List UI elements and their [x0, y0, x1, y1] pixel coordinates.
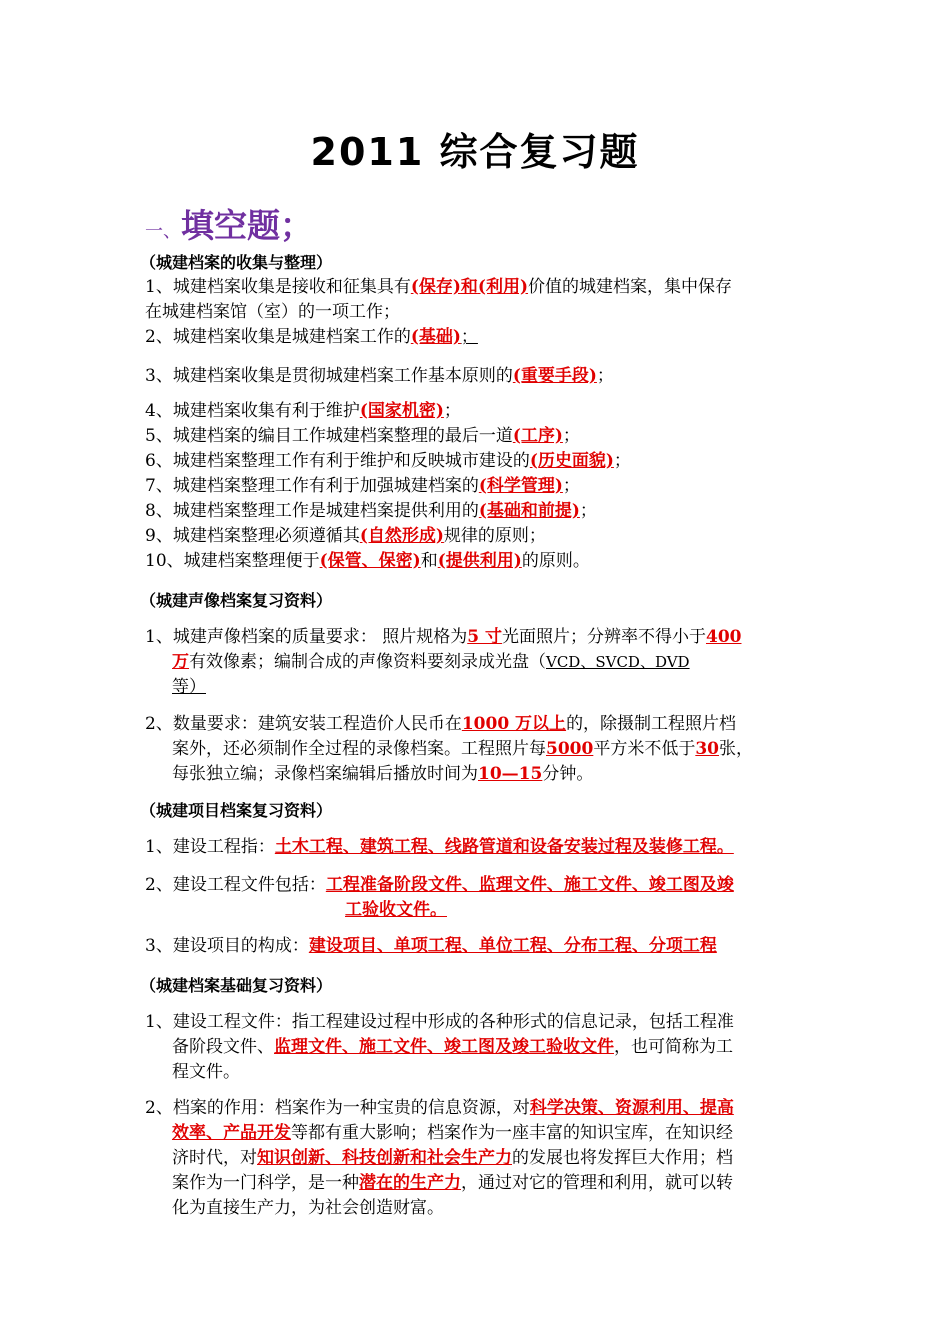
- answer: (基础): [410, 327, 461, 347]
- text-span: 光面照片；分辨率不得小于: [501, 627, 706, 647]
- list-item: [145, 934, 717, 959]
- text-span: ；: [443, 401, 461, 421]
- list-item-continued: [172, 1171, 733, 1196]
- answer: 5 寸: [467, 627, 502, 647]
- text-span: ，通过对它的管理和利用，就可以转: [461, 1173, 733, 1193]
- answer: 5000: [546, 739, 594, 759]
- list-item: [145, 1096, 734, 1121]
- answer: (基础和前提): [478, 501, 580, 521]
- text-span: 等都有重大影响；档案作为一座丰富的知识宝库，在知识经: [291, 1123, 733, 1143]
- answer: (保管、保密): [319, 551, 421, 571]
- group-heading: （城建声像档案复习资料）: [140, 591, 333, 610]
- list-item: 1、建设工程文件：指工程建设过程中形成的各种形式的信息记录，包括工程准: [145, 1012, 734, 1032]
- answer: (保存): [410, 277, 461, 297]
- answer: 知识创新、科技创新和社会生产力: [257, 1148, 512, 1168]
- text-span: 10、城建档案整理便于: [145, 551, 320, 571]
- list-item-continued: [172, 737, 753, 762]
- answer: 土木工程、建筑工程、线路管道和设备安装过程及装修工程。: [274, 837, 734, 857]
- answer: 10—15: [478, 764, 543, 784]
- section-number: 一、: [145, 221, 181, 242]
- section-title: 填空题；: [181, 206, 313, 245]
- text-span: 备阶段文件、: [172, 1037, 274, 1057]
- text-span: 规律的原则；: [443, 526, 546, 546]
- list-item: [145, 625, 741, 650]
- list-item-continued: [345, 898, 447, 923]
- text-span: 张，: [719, 739, 753, 759]
- text-span: 和: [420, 551, 438, 571]
- list-item: [145, 835, 734, 860]
- text-span: 案外，还必须制作全过程的录像档案。工程照片每: [172, 739, 546, 759]
- answer: 科学决策、资源利用、提高: [529, 1098, 734, 1118]
- answer: (国家机密): [359, 401, 444, 421]
- answer: (历史面貌): [529, 451, 614, 471]
- text-span: 的，除摄制工程照片档: [566, 714, 737, 734]
- list-item: [145, 549, 590, 574]
- text-span: 的发展也将发挥巨大作用；档: [512, 1148, 733, 1168]
- text-span: ；: [460, 327, 478, 347]
- list-item-continued: [172, 1035, 733, 1060]
- text-span: 1、城建档案收集是接收和征集具有: [145, 277, 411, 297]
- answer: (自然形成): [359, 526, 444, 546]
- text-span: 2、档案的作用：档案作为一种宝贵的信息资源，对: [145, 1098, 530, 1118]
- text-span: 2、数量要求：建筑安装工程造价人民币在: [145, 714, 462, 734]
- text-span: ；: [579, 501, 597, 521]
- answer: 30: [695, 739, 719, 759]
- answer: 400: [705, 627, 742, 647]
- text-span: 2、建设工程文件包括：: [145, 875, 326, 895]
- list-item: [145, 364, 614, 389]
- text-span: 1、城建声像档案的质量要求： 照片规格为: [145, 627, 468, 647]
- section-heading: [145, 204, 313, 254]
- text-span: 6、城建档案整理工作有利于维护和反映城市建设的: [145, 451, 530, 471]
- text-span: 8、城建档案整理工作是城建档案提供利用的: [145, 501, 479, 521]
- text-span: 2、城建档案收集是城建档案工作的: [145, 327, 411, 347]
- text-span: 3、建设项目的构成：: [145, 936, 309, 956]
- answer: 工程准备阶段文件、监理文件、施工文件、竣工图及竣: [325, 875, 734, 895]
- text-span: ；: [596, 366, 614, 386]
- text-span: ；: [562, 476, 580, 496]
- list-item-continued: 化为直接生产力，为社会创造财富。: [172, 1198, 444, 1218]
- answer: (重要手段): [512, 366, 597, 386]
- list-item: [145, 325, 478, 350]
- text-span: 济时代，对: [172, 1148, 257, 1168]
- answer: 效率、产品开发: [172, 1123, 291, 1143]
- text-span: ，也可简称为工: [614, 1037, 733, 1057]
- list-item: [145, 873, 734, 898]
- group-heading: （城建项目档案复习资料）: [140, 801, 333, 820]
- text-span: 1、建设工程指：: [145, 837, 275, 857]
- text-span: 案作为一门科学，是一种: [172, 1173, 359, 1193]
- group-heading: （城建档案的收集与整理）: [140, 253, 333, 272]
- list-item: [145, 424, 580, 449]
- list-item-continued: 在城建档案馆（室）的一项工作；: [145, 302, 400, 322]
- list-item: [145, 275, 732, 300]
- group-heading: （城建档案基础复习资料）: [140, 976, 333, 995]
- text-span: 7、城建档案整理工作有利于加强城建档案的: [145, 476, 479, 496]
- answer: 万: [172, 652, 189, 672]
- answer: (工序): [512, 426, 563, 446]
- text-span: 的原则。: [521, 551, 590, 571]
- answer: 工验收文件。: [345, 900, 447, 920]
- answer: 监理文件、施工文件、竣工图及竣工验收文件: [274, 1037, 614, 1057]
- text-span: 9、城建档案整理必须遵循其: [145, 526, 360, 546]
- list-item-continued: 程文件。: [172, 1062, 240, 1082]
- text-span: 3、城建档案收集是贯彻城建档案工作基本原则的: [145, 366, 513, 386]
- list-item-continued: [172, 1121, 733, 1146]
- list-item-continued: [172, 1146, 733, 1171]
- answer: 建设项目、单项工程、单位工程、分布工程、分项工程: [308, 936, 717, 956]
- text-span: 分钟。: [542, 764, 594, 784]
- text-span: ；: [613, 451, 631, 471]
- list-item: [145, 499, 597, 524]
- list-item: [145, 474, 580, 499]
- text-span: 每张独立编；录像档案编辑后播放时间为: [172, 764, 478, 784]
- text-span: 和: [460, 277, 478, 297]
- answer: (利用): [477, 277, 529, 297]
- text-span: VCD、SVCD、DVD: [546, 653, 690, 671]
- page-title: 2011 综合复习题: [310, 130, 640, 174]
- text-span: 4、城建档案收集有利于维护: [145, 401, 360, 421]
- answer: 1000 万以上: [461, 714, 567, 734]
- list-item: [145, 524, 546, 549]
- list-item: [145, 712, 736, 737]
- text-span: 有效像素；编制合成的声像资料要刻录成光盘（: [189, 652, 546, 672]
- answer: (科学管理): [478, 476, 563, 496]
- list-item-continued: 等）: [172, 677, 206, 697]
- answer: (提供利用): [437, 551, 522, 571]
- text-span: ；: [562, 426, 580, 446]
- text-span: 5、城建档案的编目工作城建档案整理的最后一道: [145, 426, 513, 446]
- text-span: 价值的城建档案，集中保存: [528, 277, 733, 297]
- text-span: 平方米不低于: [593, 739, 696, 759]
- list-item: [145, 399, 461, 424]
- list-item-continued: [172, 650, 690, 675]
- answer: 潜在的生产力: [359, 1173, 461, 1193]
- list-item: [145, 449, 631, 474]
- list-item-continued: [172, 762, 593, 787]
